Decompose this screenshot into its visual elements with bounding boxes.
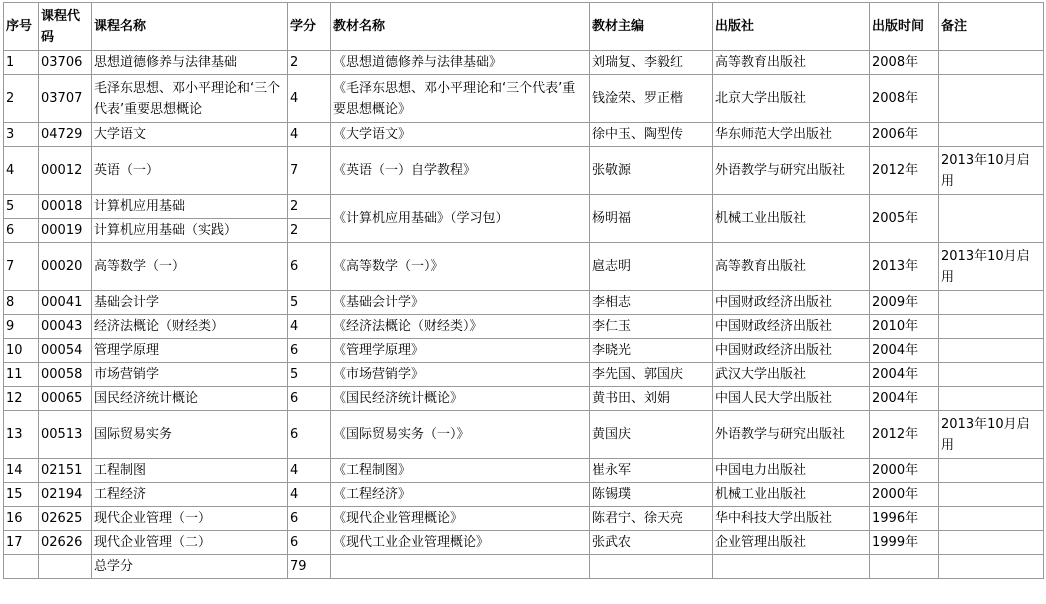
cell-credit: 6: [288, 243, 331, 291]
cell-no: 11: [4, 363, 39, 387]
cell-year: 1996年: [870, 507, 939, 531]
cell-publisher: 中国财政经济出版社: [713, 315, 870, 339]
cell-textbook: 《毛泽东思想、邓小平理论和‘三个代表’重要思想概论》: [331, 75, 590, 123]
cell-course-name: 高等数学（一）: [92, 243, 288, 291]
cell-course-name: 国民经济统计概论: [92, 387, 288, 411]
table-row: [4, 339, 1044, 363]
cell-no: 4: [4, 147, 39, 195]
cell-empty: [590, 555, 713, 579]
cell-code: 04729: [39, 123, 92, 147]
cell-year: 2010年: [870, 315, 939, 339]
cell-year: 2004年: [870, 339, 939, 363]
cell-course-name: 国际贸易实务: [92, 411, 288, 459]
total-credit: 79: [288, 555, 331, 579]
cell-credit: 6: [288, 411, 331, 459]
cell-course-name: 现代企业管理（一）: [92, 507, 288, 531]
cell-note: 2013年10月启用: [939, 411, 1044, 459]
cell-editor: 黄书田、刘娟: [590, 387, 713, 411]
cell-code: 00065: [39, 387, 92, 411]
cell-empty: [4, 555, 39, 579]
cell-code: 00019: [39, 219, 92, 243]
cell-code: 00054: [39, 339, 92, 363]
table-row: [4, 531, 1044, 555]
header-credit: 学分: [288, 3, 331, 51]
cell-code: 00058: [39, 363, 92, 387]
cell-code: 00513: [39, 411, 92, 459]
cell-editor: 李仁玉: [590, 315, 713, 339]
cell-year: 2008年: [870, 75, 939, 123]
cell-editor: 李晓光: [590, 339, 713, 363]
table-row: [4, 315, 1044, 339]
cell-credit: 5: [288, 291, 331, 315]
cell-course-name: 市场营销学: [92, 363, 288, 387]
cell-credit: 2: [288, 219, 331, 243]
table-row: [4, 363, 1044, 387]
table-row: [4, 51, 1044, 75]
cell-year: 2008年: [870, 51, 939, 75]
cell-textbook: 《基础会计学》: [331, 291, 590, 315]
cell-editor: 陈锡璞: [590, 483, 713, 507]
cell-editor: 张敬源: [590, 147, 713, 195]
cell-note: 2013年10月启用: [939, 147, 1044, 195]
header-code: 课程代码: [39, 3, 92, 51]
cell-course-name: 毛泽东思想、邓小平理论和‘三个代表’重要思想概论: [92, 75, 288, 123]
cell-publisher: 外语教学与研究出版社: [713, 411, 870, 459]
cell-credit: 4: [288, 315, 331, 339]
cell-editor: 杨明福: [590, 195, 713, 243]
cell-year: 2012年: [870, 147, 939, 195]
header-textbook: 教材名称: [331, 3, 590, 51]
cell-course-name: 基础会计学: [92, 291, 288, 315]
cell-textbook: 《工程制图》: [331, 459, 590, 483]
cell-no: 13: [4, 411, 39, 459]
cell-code: 02194: [39, 483, 92, 507]
cell-publisher: 北京大学出版社: [713, 75, 870, 123]
cell-no: 17: [4, 531, 39, 555]
cell-textbook: 《市场营销学》: [331, 363, 590, 387]
cell-code: 00020: [39, 243, 92, 291]
header-publisher: 出版社: [713, 3, 870, 51]
cell-code: 00018: [39, 195, 92, 219]
cell-credit: 7: [288, 147, 331, 195]
cell-textbook: 《现代企业管理概论》: [331, 507, 590, 531]
cell-textbook: 《经济法概论（财经类）》: [331, 315, 590, 339]
total-label: 总学分: [92, 555, 288, 579]
cell-empty: [39, 555, 92, 579]
cell-textbook: 《高等数学（一）》: [331, 243, 590, 291]
cell-no: 3: [4, 123, 39, 147]
cell-year: 2000年: [870, 459, 939, 483]
cell-editor: 李先国、郭国庆: [590, 363, 713, 387]
table-row: [4, 75, 1044, 123]
cell-no: 16: [4, 507, 39, 531]
cell-editor: 扈志明: [590, 243, 713, 291]
cell-credit: 2: [288, 51, 331, 75]
cell-no: 5: [4, 195, 39, 219]
cell-publisher: 机械工业出版社: [713, 483, 870, 507]
cell-code: 00041: [39, 291, 92, 315]
cell-credit: 4: [288, 483, 331, 507]
cell-year: 2004年: [870, 387, 939, 411]
table-row: [4, 123, 1044, 147]
cell-year: 2000年: [870, 483, 939, 507]
cell-textbook: 《管理学原理》: [331, 339, 590, 363]
cell-publisher: 高等教育出版社: [713, 243, 870, 291]
table-row: [4, 411, 1044, 459]
cell-note: [939, 291, 1044, 315]
cell-note: [939, 51, 1044, 75]
cell-year: 2009年: [870, 291, 939, 315]
cell-publisher: 中国财政经济出版社: [713, 339, 870, 363]
cell-publisher: 外语教学与研究出版社: [713, 147, 870, 195]
cell-editor: 陈君宁、徐天亮: [590, 507, 713, 531]
header-editor: 教材主编: [590, 3, 713, 51]
cell-note: [939, 363, 1044, 387]
course-textbook-table: [3, 2, 1044, 579]
cell-empty: [939, 555, 1044, 579]
cell-editor: 黄国庆: [590, 411, 713, 459]
cell-credit: 6: [288, 387, 331, 411]
cell-credit: 4: [288, 123, 331, 147]
cell-code: 03707: [39, 75, 92, 123]
cell-course-name: 计算机应用基础（实践）: [92, 219, 288, 243]
cell-course-name: 英语（一）: [92, 147, 288, 195]
cell-note: [939, 195, 1044, 243]
header-year: 出版时间: [870, 3, 939, 51]
table-row: [4, 291, 1044, 315]
header-note: 备注: [939, 3, 1044, 51]
cell-publisher: 高等教育出版社: [713, 51, 870, 75]
cell-textbook: 《国民经济统计概论》: [331, 387, 590, 411]
cell-textbook: 《大学语文》: [331, 123, 590, 147]
cell-no: 15: [4, 483, 39, 507]
cell-publisher: 中国电力出版社: [713, 459, 870, 483]
cell-credit: 4: [288, 75, 331, 123]
cell-credit: 6: [288, 531, 331, 555]
cell-publisher: 企业管理出版社: [713, 531, 870, 555]
cell-no: 10: [4, 339, 39, 363]
cell-note: [939, 75, 1044, 123]
cell-publisher: 华中科技大学出版社: [713, 507, 870, 531]
cell-note: 2013年10月启用: [939, 243, 1044, 291]
cell-year: 2005年: [870, 195, 939, 243]
cell-note: [939, 339, 1044, 363]
cell-editor: 崔永军: [590, 459, 713, 483]
cell-code: 02626: [39, 531, 92, 555]
cell-textbook: 《思想道德修养与法律基础》: [331, 51, 590, 75]
cell-credit: 4: [288, 459, 331, 483]
cell-no: 2: [4, 75, 39, 123]
cell-year: 2013年: [870, 243, 939, 291]
cell-year: 2006年: [870, 123, 939, 147]
cell-year: 2004年: [870, 363, 939, 387]
cell-textbook: 《工程经济》: [331, 483, 590, 507]
cell-textbook: 《现代工业企业管理概论》: [331, 531, 590, 555]
cell-note: [939, 123, 1044, 147]
cell-textbook: 《英语（一）自学教程》: [331, 147, 590, 195]
table-row: [4, 243, 1044, 291]
cell-code: 00012: [39, 147, 92, 195]
table-row: [4, 507, 1044, 531]
table-row: [4, 387, 1044, 411]
cell-note: [939, 459, 1044, 483]
cell-course-name: 现代企业管理（二）: [92, 531, 288, 555]
cell-publisher: 中国财政经济出版社: [713, 291, 870, 315]
cell-note: [939, 387, 1044, 411]
cell-editor: 张武农: [590, 531, 713, 555]
cell-no: 7: [4, 243, 39, 291]
cell-editor: 徐中玉、陶型传: [590, 123, 713, 147]
cell-course-name: 计算机应用基础: [92, 195, 288, 219]
cell-editor: 李相志: [590, 291, 713, 315]
cell-course-name: 思想道德修养与法律基础: [92, 51, 288, 75]
cell-no: 9: [4, 315, 39, 339]
cell-empty: [870, 555, 939, 579]
cell-course-name: 工程制图: [92, 459, 288, 483]
cell-code: 00043: [39, 315, 92, 339]
total-row: [4, 555, 1044, 579]
cell-year: 1999年: [870, 531, 939, 555]
cell-no: 1: [4, 51, 39, 75]
cell-note: [939, 483, 1044, 507]
table-row: [4, 147, 1044, 195]
cell-code: 03706: [39, 51, 92, 75]
cell-course-name: 管理学原理: [92, 339, 288, 363]
cell-code: 02151: [39, 459, 92, 483]
cell-textbook: 《国际贸易实务（一）》: [331, 411, 590, 459]
cell-publisher: 武汉大学出版社: [713, 363, 870, 387]
cell-publisher: 中国人民大学出版社: [713, 387, 870, 411]
cell-publisher: 华东师范大学出版社: [713, 123, 870, 147]
cell-credit: 6: [288, 507, 331, 531]
cell-no: 12: [4, 387, 39, 411]
cell-course-name: 工程经济: [92, 483, 288, 507]
cell-publisher: 机械工业出版社: [713, 195, 870, 243]
header-no: 序号: [4, 3, 39, 51]
cell-course-name: 大学语文: [92, 123, 288, 147]
cell-empty: [713, 555, 870, 579]
cell-editor: 刘瑞复、李毅红: [590, 51, 713, 75]
cell-no: 6: [4, 219, 39, 243]
cell-empty: [331, 555, 590, 579]
cell-credit: 2: [288, 195, 331, 219]
cell-course-name: 经济法概论（财经类）: [92, 315, 288, 339]
cell-no: 14: [4, 459, 39, 483]
table-row: [4, 195, 1044, 219]
cell-no: 8: [4, 291, 39, 315]
cell-note: [939, 315, 1044, 339]
cell-credit: 6: [288, 339, 331, 363]
cell-year: 2012年: [870, 411, 939, 459]
cell-code: 02625: [39, 507, 92, 531]
table-row: [4, 459, 1044, 483]
table-row: [4, 483, 1044, 507]
header-course-name: 课程名称: [92, 3, 288, 51]
cell-editor: 钱淦荣、罗正楷: [590, 75, 713, 123]
cell-note: [939, 531, 1044, 555]
cell-credit: 5: [288, 363, 331, 387]
cell-note: [939, 507, 1044, 531]
header-row: [4, 3, 1044, 51]
cell-textbook: 《计算机应用基础》（学习包）: [331, 195, 590, 243]
